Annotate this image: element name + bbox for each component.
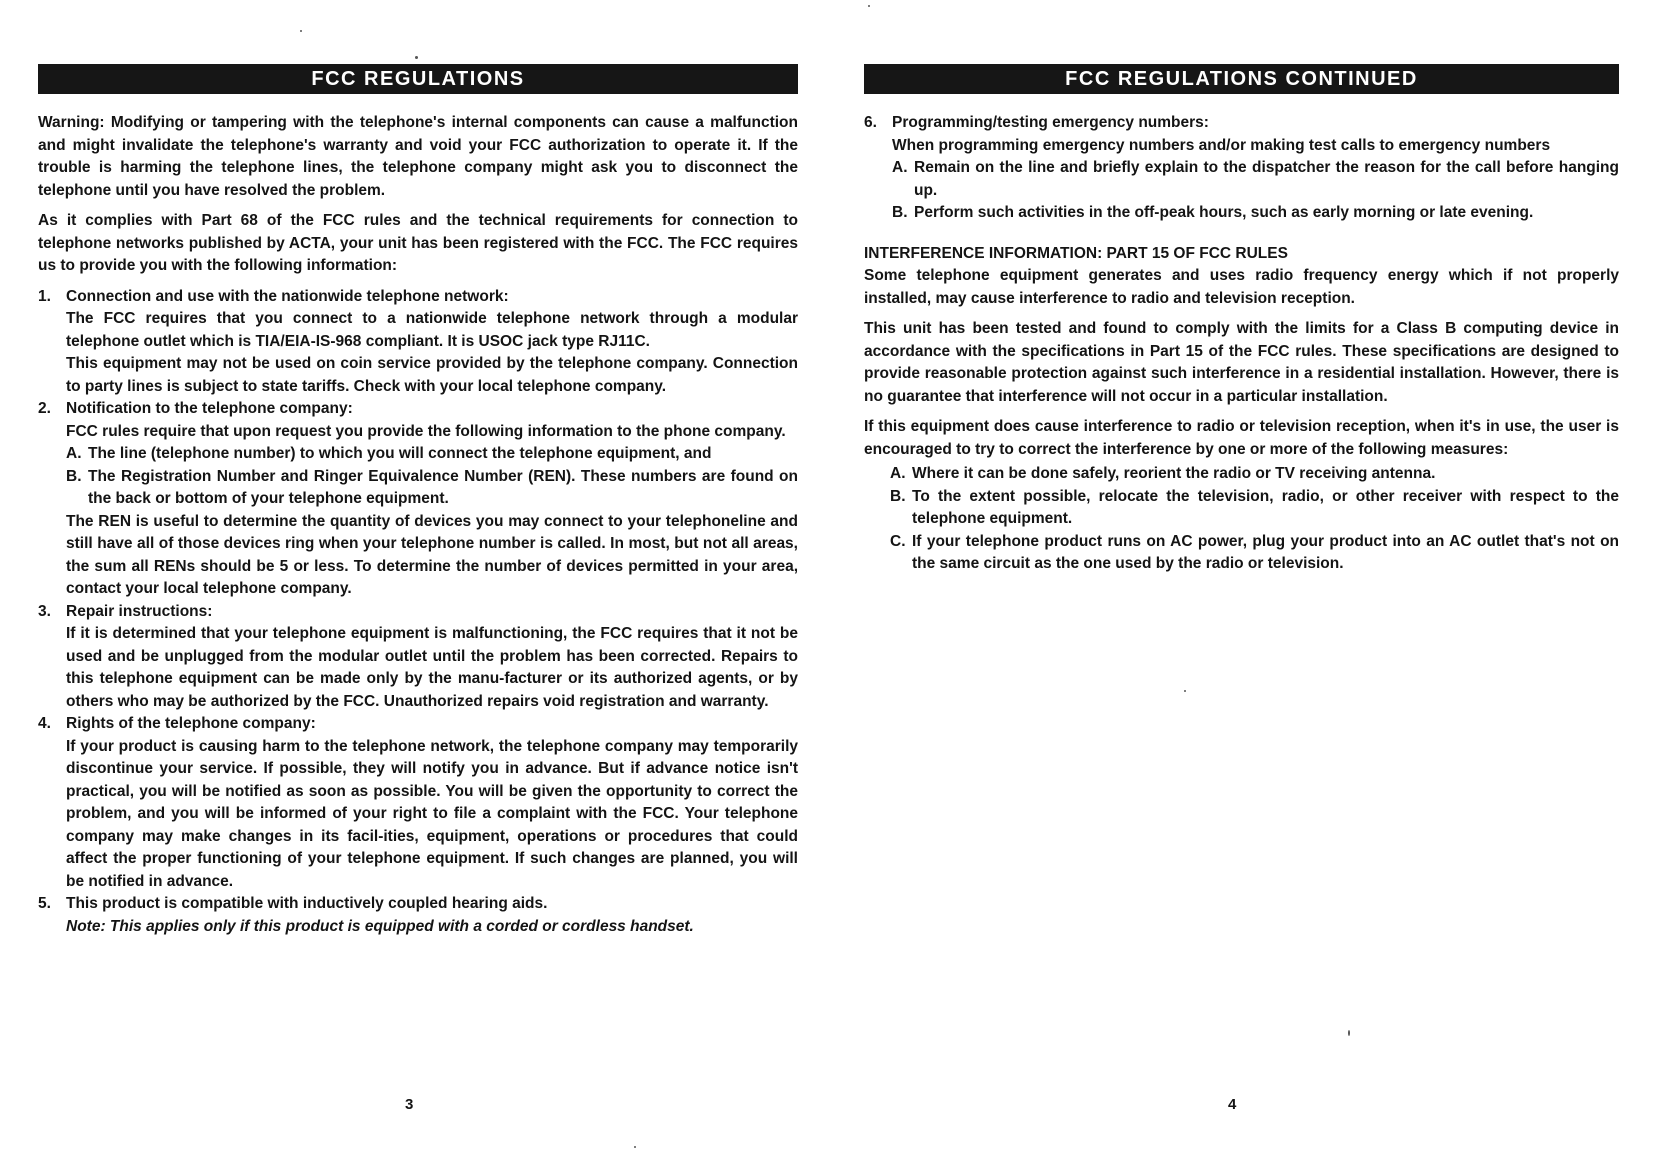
scan-speck bbox=[415, 56, 418, 59]
interference-heading: INTERFERENCE INFORMATION: PART 15 OF FCC RULES bbox=[864, 244, 1288, 262]
sub-item bbox=[892, 157, 1619, 202]
note-text: This applies only if this product is equipped with a corded or cordless handset. bbox=[109, 917, 694, 935]
warning-label: Warning: bbox=[38, 114, 105, 131]
list-item bbox=[38, 713, 798, 893]
page-number-left: 3 bbox=[405, 1096, 414, 1113]
sub-item-text: Where it can be done safely, reorient the radio or TV receiving antenna. bbox=[912, 465, 1436, 482]
sub-item bbox=[890, 531, 1619, 576]
interference-paragraph: This unit has been tested and found to comply with the limits for a Class B computing device in accordance with the specifications in Part 15 of the FCC rules. These specifications are designed to provide reasonable protection against such interference in a residential installation. However, there is no guarantee that interference will not occur in a particular installation. bbox=[864, 320, 1619, 405]
left-page bbox=[38, 64, 798, 938]
sub-item bbox=[66, 466, 798, 511]
sub-item bbox=[892, 202, 1619, 225]
interference-paragraph: Some telephone equipment generates and uses radio frequency energy which if not properly installed, may cause interference to radio and television reception. bbox=[864, 267, 1619, 307]
sub-item bbox=[890, 463, 1619, 486]
scan-speck bbox=[1348, 1030, 1350, 1036]
item-body: If your product is causing harm to the telephone network, the telephone company may temporarily discontinue your service. If possible, they will notify you in advance. But if advance notice isn't practical, you will be notified as soon as possible. You will be given the opportunity to correct the problem, and you will be informed of your right to file a complaint with the FCC. Your telephone company may make changes in its facil-ities, equipment, operations or procedures that could affect the proper functioning of your telephone equipment. If such changes are planned, you will be notified in advance. bbox=[66, 737, 798, 890]
list-item bbox=[38, 893, 798, 938]
interference-paragraph: If this equipment does cause interference to radio or television reception, when it's in use, the user is encouraged to try to correct the interference by one or more of the following measures: bbox=[864, 418, 1619, 458]
item-body: When programming emergency numbers and/or making test calls to emergency numbers bbox=[892, 136, 1551, 154]
scan-speck bbox=[868, 5, 870, 7]
scan-speck bbox=[300, 30, 302, 32]
list-item bbox=[38, 398, 798, 601]
scan-speck bbox=[1184, 690, 1186, 692]
item-title: Programming/testing emergency numbers: bbox=[892, 114, 1209, 131]
sub-item bbox=[66, 443, 798, 466]
item-body: This equipment may not be used on coin service provided by the telephone company. Connection to party lines is subject to state tariffs. Check with your local telephone company. bbox=[66, 355, 798, 395]
left-page-banner: FCC REGULATIONS bbox=[38, 64, 798, 94]
sub-item-mark: A. bbox=[892, 159, 908, 176]
right-page bbox=[864, 64, 1619, 576]
item-number: 5. bbox=[38, 895, 51, 912]
sub-item-text: Perform such activities in the off-peak hours, such as early morning or late evening. bbox=[914, 204, 1534, 221]
sub-item-text: The line (telephone number) to which you will connect the telephone equipment, and bbox=[88, 445, 712, 462]
sub-item-text: The Registration Number and Ringer Equivalence Number (REN). These numbers are found on the back or bottom of your telephone equipment. bbox=[88, 467, 798, 507]
right-page-banner: FCC REGULATIONS CONTINUED bbox=[864, 64, 1619, 94]
item-title: Notification to the telephone company: bbox=[66, 400, 353, 417]
sub-item-text: If your telephone product runs on AC power, plug your product into an AC outlet that's not on the same circuit as the one used by the radio or television. bbox=[912, 532, 1619, 572]
item-title: This product is compatible with inductively coupled hearing aids. bbox=[66, 895, 548, 912]
sub-item-text: To the extent possible, relocate the television, radio, or other receiver with respect to the telephone equipment. bbox=[912, 487, 1619, 527]
item-body: The FCC requires that you connect to a nationwide telephone network through a modular telephone outlet which is TIA/EIA-IS-968 compliant. It is USOC jack type RJ11C. bbox=[66, 310, 798, 350]
item-title: Repair instructions: bbox=[66, 602, 213, 620]
note-line bbox=[66, 916, 798, 939]
page-number-right: 4 bbox=[1228, 1096, 1237, 1113]
sub-item-mark: B. bbox=[890, 487, 906, 505]
scan-speck bbox=[634, 1146, 636, 1148]
sub-item-text: Remain on the line and briefly explain to the dispatcher the reason for the call before hanging up. bbox=[914, 159, 1619, 199]
fcc-items-list-continued bbox=[864, 112, 1619, 225]
fcc-items-list bbox=[38, 286, 798, 939]
sub-item-mark: B. bbox=[66, 467, 82, 485]
item-number: 2. bbox=[38, 400, 51, 417]
note-label: Note: bbox=[66, 917, 106, 935]
sub-item-mark: C. bbox=[890, 532, 906, 550]
item-body: The REN is useful to determine the quantity of devices you may connect to your telephoneline and still have all of those devices ring when your telephone number is called. In most, but not all areas, the sum all RENs should be 5 or less. To determine the number of devices permitted in your area, contact your local telephone company. bbox=[66, 512, 798, 597]
item-body: FCC rules require that upon request you provide the following information to the phone company. bbox=[66, 422, 786, 440]
item-number: 1. bbox=[38, 287, 51, 305]
item-number: 3. bbox=[38, 602, 51, 620]
warning-text: Modifying or tampering with the telephone's internal components can cause a malfunction and might invalidate the telephone's warranty and void your FCC authorization to operate it. If the trouble is harming the telephone lines, the telephone company might ask you to disconnect the telephone until you have resolved the problem. bbox=[38, 114, 798, 199]
sub-item-mark: A. bbox=[66, 445, 82, 462]
measures-list bbox=[864, 463, 1619, 576]
item-number: 6. bbox=[864, 114, 877, 131]
list-item bbox=[864, 112, 1619, 225]
item-number: 4. bbox=[38, 715, 51, 732]
item-title: Connection and use with the nationwide telephone network: bbox=[66, 287, 509, 305]
item-title: Rights of the telephone company: bbox=[66, 715, 316, 732]
list-item bbox=[38, 286, 798, 399]
list-item bbox=[38, 601, 798, 714]
item-body: If it is determined that your telephone equipment is malfunctioning, the FCC requires that it not be used and be unplugged from the modular outlet until the problem has been corrected. Repairs to this telephone equipment can be made only by the manu-facturer or its authorized agents, or by others who may be authorized by the FCC. Unauthorized repairs void registration and warranty. bbox=[66, 625, 798, 710]
intro-paragraph: As it complies with Part 68 of the FCC rules and the technical requirements for connection to telephone networks published by ACTA, your unit has been registered with the FCC. The FCC requires us to provide you with the following information: bbox=[38, 212, 798, 274]
sub-item-mark: A. bbox=[890, 465, 906, 482]
warning-paragraph bbox=[38, 112, 798, 202]
sub-item bbox=[890, 486, 1619, 531]
sub-item-mark: B. bbox=[892, 204, 908, 221]
